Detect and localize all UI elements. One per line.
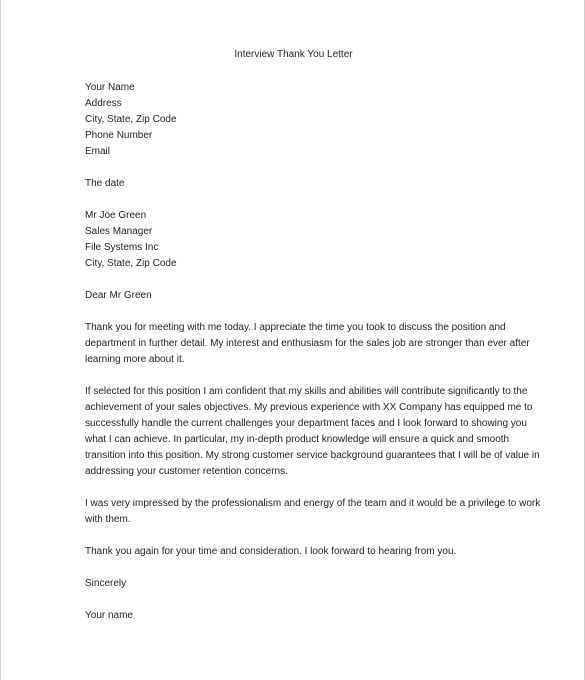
closing: Sincerely (85, 578, 127, 589)
document-title: Interview Thank You Letter (234, 49, 353, 60)
paragraph-line: successfully handle the current challenges your department faces and I look forward to showing you (85, 418, 527, 429)
sender-email: Email (85, 146, 111, 157)
paragraph-line: achievement of your sales objectives. My previous experience with XX Company has equipped me to (85, 402, 533, 413)
paragraph-4 (85, 544, 510, 560)
letter-body (85, 80, 541, 624)
sender-name: Your Name (85, 82, 135, 93)
sender-address (85, 80, 510, 160)
paragraph-line: learning more about it. (85, 354, 185, 365)
paragraph-line: transition into this position. My strong customer service background guarantees that I will be of value in (85, 450, 540, 461)
paragraph-line: Thank you again for your time and consideration. I look forward to hearing from you. (85, 546, 457, 557)
sender-city: City, State, Zip Code (85, 114, 177, 125)
paragraph-line: department in further detail. My interest and enthusiasm for the sales job are stronger than ever after (85, 338, 530, 349)
recipient-city: City, State, Zip Code (85, 258, 177, 269)
paragraph-line: If selected for this position I am confident that my skills and abilities will contribute significantly to the (85, 386, 528, 397)
paragraph-line: I was very impressed by the professionalism and energy of the team and it would be a privilege to work (85, 498, 541, 509)
paragraph-2 (85, 384, 540, 480)
paragraph-line: with them. (85, 514, 131, 525)
recipient-company: File Systems Inc (85, 242, 159, 253)
salutation: Dear Mr Green (85, 290, 152, 301)
recipient-title: Sales Manager (85, 226, 153, 237)
signature: Your name (85, 610, 133, 621)
recipient-address (85, 208, 510, 272)
letter-date: The date (85, 178, 125, 189)
sender-phone: Phone Number (85, 130, 153, 141)
paragraph-line: what I can achieve. In particular, my in-depth product knowledge will ensure a quick and smooth (85, 434, 510, 445)
paragraph-line: addressing your customer retention concerns. (85, 466, 288, 477)
paragraph-3 (85, 496, 541, 528)
recipient-name: Mr Joe Green (85, 210, 147, 221)
paragraph-1 (85, 320, 530, 368)
sender-street: Address (85, 98, 122, 109)
paragraph-line: Thank you for meeting with me today. I appreciate the time you took to discuss the position and (85, 322, 506, 333)
